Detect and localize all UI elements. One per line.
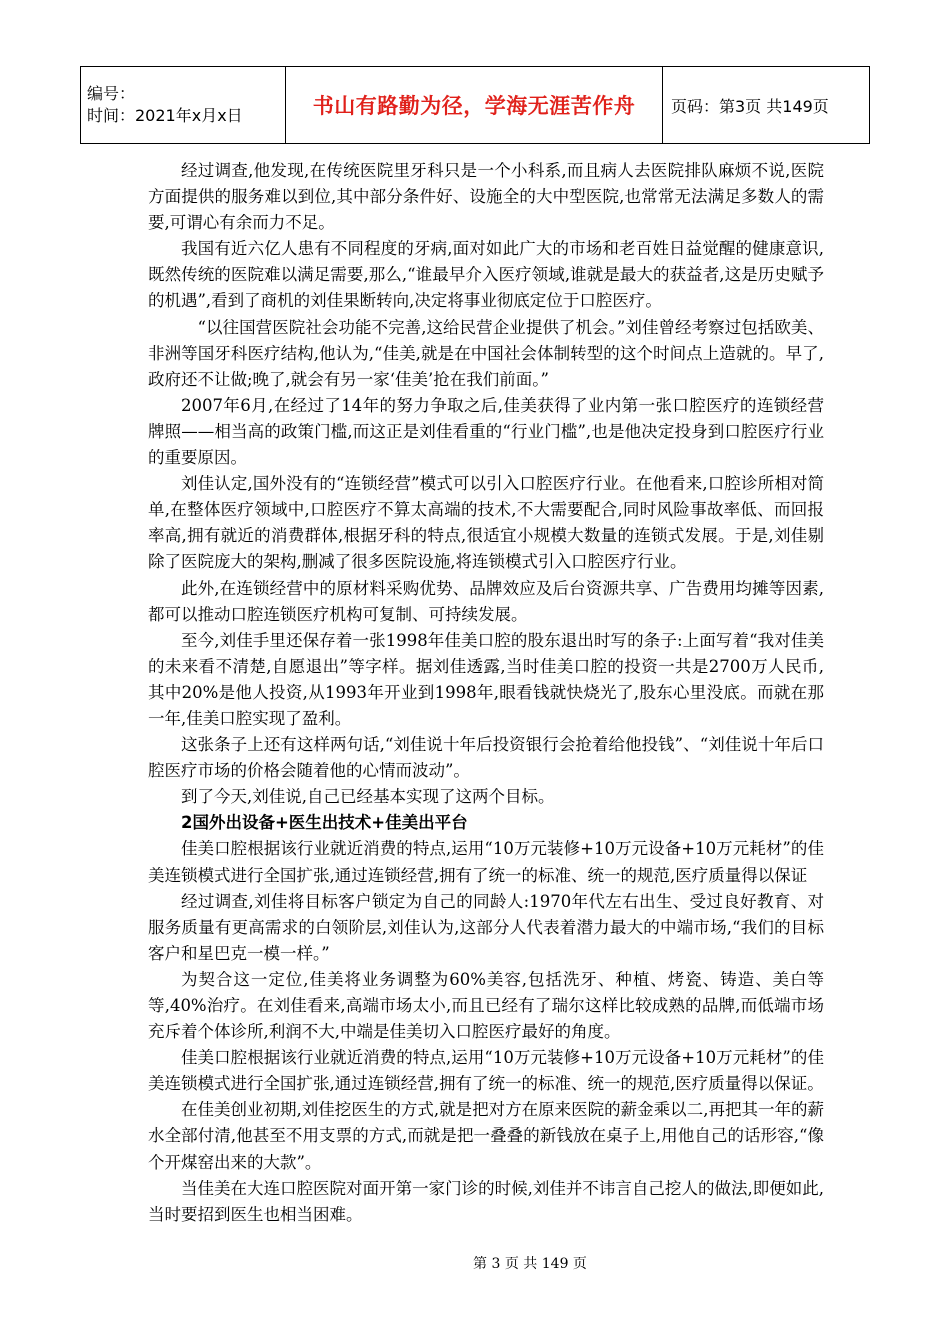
page-footer: 第 3 页 共 149 页 [473,1256,587,1272]
paragraph: 佳美口腔根据该行业就近消费的特点,运用“10万元装修+10万元设备+10万元耗材”的佳美连锁模式进行全国扩张,通过连锁经营,拥有了统一的标准、统一的规范,医疗质量得以保证。 [148,1048,824,1094]
page-label: 页码：第3页 共149页 [663,67,870,144]
paragraph: 当佳美在大连口腔医院对面开第一家门诊的时候,刘佳并不讳言自己挖人的做法,即便如此,当时要招到医生也相当困难。 [148,1178,824,1224]
paragraph: 2007年6月,在经过了14年的努力争取之后,佳美获得了业内第一张口腔医疗的连锁经营牌照——相当高的政策门槛,而这正是刘佳看重的“行业门槛”,也是他决定投身到口腔医疗行业的重要原因。 [148,395,824,468]
section-heading: 2国外出设备+医生出技术+佳美出平台 [181,813,468,833]
header-meta [81,67,286,144]
paragraph: 此外,在连锁经营中的原材料采购优势、品牌效应及后台资源共享、广告费用均摊等因素,都可以推动口腔连锁医疗机构可复制、可持续发展。 [148,578,824,624]
paragraph: 到了今天,刘佳说,自己已经基本实现了这两个目标。 [181,787,555,807]
paragraph: 这张条子上还有这样两句话,“刘佳说十年后投资银行会抢着给他投钱”、“刘佳说十年后口腔医疗市场的价格会随着他的心情而波动”。 [148,735,824,781]
paragraph: 佳美口腔根据该行业就近消费的特点,运用“10万元装修+10万元设备+10万元耗材”的佳美连锁模式进行全国扩张,通过连锁经营,拥有了统一的标准、统一的规范,医疗质量得以保证 [148,839,824,885]
paragraph: 为契合这一定位,佳美将业务调整为60%美容,包括洗牙、种植、烤瓷、铸造、美白等等,40%治疗。在刘佳看来,高端市场太小,而且已经有了瑞尔这样比较成熟的品牌,而低端市场充斥着个体诊所,利润不大,中端是佳美切入口腔医疗最好的角度。 [148,969,824,1042]
number-label: 编号： [87,84,136,103]
motto: 书山有路勤为径，学海无涯苦作舟 [286,67,663,144]
paragraph: 至今,刘佳手里还保存着一张1998年佳美口腔的股东退出时写的条子:上面写着“我对佳美的未来看不清楚,自愿退出”等字样。据刘佳透露,当时佳美口腔的投资一共是2700万人民币,其中20%是他人投资,从1993年开业到1998年,眼看钱就快烧光了,股东心里没底。而就在那一年,佳美口腔实现了盈利。 [148,630,824,728]
paragraph: 经过调查,刘佳将目标客户锁定为自己的同龄人:1970年代左右出生、受过良好教育、对服务质量有更高需求的白领阶层,刘佳认为,这部分人代表着潜力最大的中端市场,“我们的目标客户和星巴克一模一样。” [148,891,824,963]
paragraph: 经过调查,他发现,在传统医院里牙科只是一个小科系,而且病人去医院排队麻烦不说,医院方面提供的服务难以到位,其中部分条件好、设施全的大中型医院,也常常无法满足多数人的需要,可谓心有余而力不足。 [148,161,824,233]
paragraph: 刘佳认定,国外没有的“连锁经营”模式可以引入口腔医疗行业。在他看来,口腔诊所相对简单,在整体医疗领域中,口腔医疗不算太高端的技术,不大需要配合,同时风险事故率低、而回报率高,拥有就近的消费群体,根据牙科的特点,很适宜小规模大数量的连锁式发展。于是,刘佳剔除了医院庞大的架构,删减了很多医院设施,将连锁模式引入口腔医疗行业。 [148,474,824,572]
paragraph: 我国有近六亿人患有不同程度的牙病,面对如此广大的市场和老百姓日益觉醒的健康意识,既然传统的医院难以满足需要,那么,“谁最早介入医疗领域,谁就是最大的获益者,这是历史赋予的机遇”,看到了商机的刘佳果断转向,决定将事业彻底定位于口腔医疗。 [148,239,824,311]
paragraph: 在佳美创业初期,刘佳挖医生的方式,就是把对方在原来医院的薪金乘以二,再把其一年的薪水全部付清,他甚至不用支票的方式,而就是把一叠叠的新钱放在桌子上,用他自己的话形容,“像个开煤窑出来的大款”。 [148,1100,824,1172]
document-body [148,158,824,1228]
date-label: 时间：2021年x月x日 [87,106,243,125]
paragraph: “以往国营医院社会功能不完善,这给民营企业提供了机会。”刘佳曾经考察过包括欧美、非洲等国牙科医疗结构,他认为,“佳美,就是在中国社会体制转型的这个时间点上造就的。早了,政府还不让做;晚了,就会有另一家‘佳美’抢在我们前面。” [148,317,824,389]
page-header [80,66,870,144]
